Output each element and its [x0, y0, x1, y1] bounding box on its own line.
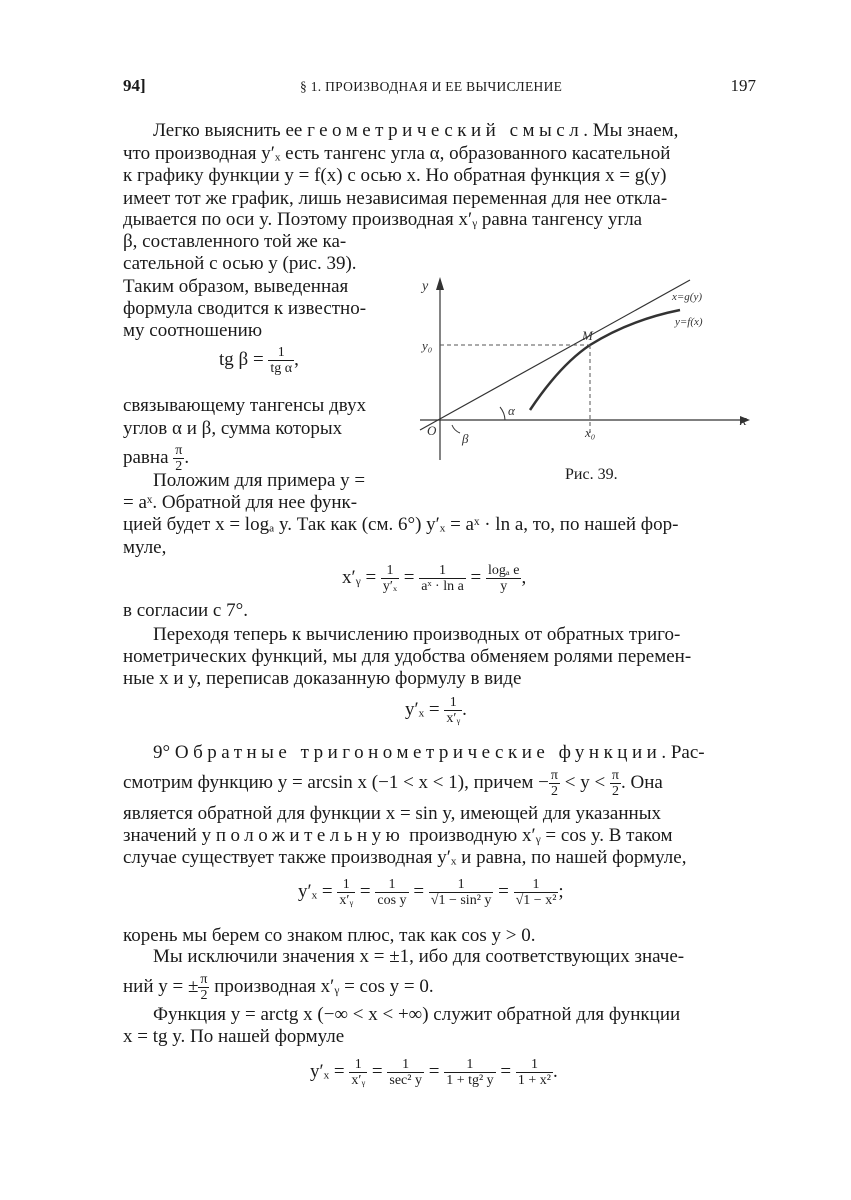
section9-line2: смотрим функцию y = arcsin x (−1 < x < 1), причем − $\frac{\pi}{2}$ < y < $\frac{\pi}{2}$ . Она: [123, 768, 663, 799]
label-inverse-function: x=g(y): [672, 291, 703, 303]
paragraph1-line7: сательной с осью y (рис. 39).: [123, 253, 357, 274]
section9-heading: 9° Обратные тригонометрические функции. Рас-: [153, 742, 705, 763]
paragraph6-line1: Функция y = arctg x (−∞ < x < +∞) служит обратной для функции: [153, 1004, 681, 1025]
paragraph3-line2: = aˣ. Обратной для нее функ-: [123, 492, 358, 513]
line-agreement: в согласии с 7°.: [123, 600, 248, 621]
figure-39: [410, 265, 755, 465]
paragraph1-line1: Легко выяснить ее геометрический смысл. Мы знаем,: [153, 120, 679, 141]
paragraph1-line8: Таким образом, выведенная: [123, 276, 349, 297]
label-alpha: α: [508, 403, 515, 418]
paragraph3-line4: муле,: [123, 537, 167, 558]
tangent-line: [420, 280, 690, 430]
label-O: O: [427, 423, 437, 438]
paragraph1-line6: β, составленного той же ка-: [123, 231, 347, 252]
formula-arcsin: y′ₓ = $\frac{1}{\text{x′ᵧ}}$ = $\frac{1}{\text{cos y}}$ = $\frac{1}{\text{√1 − sin² y}}$ = $\frac{1}{\text{√1 − x²}}$ ;: [298, 877, 564, 908]
paragraph2-line3: равна $\frac{\pi}{2}$ .: [123, 443, 190, 474]
label-function: y=f(x): [675, 316, 703, 328]
figure-caption: Рис. 39.: [565, 466, 618, 483]
section-number: 94]: [123, 76, 146, 95]
alpha-arc: [500, 407, 505, 420]
label-y-axis: y: [422, 279, 429, 294]
paragraph5-line1: Мы исключили значения x = ±1, ибо для соответствующих значе-: [153, 946, 685, 967]
running-title: § 1. ПРОИЗВОДНАЯ И ЕЕ ВЫЧИСЛЕНИЕ: [300, 79, 563, 94]
label-y0: y₀: [422, 338, 433, 353]
paragraph1-line9: формула сводится к известно-: [123, 298, 367, 319]
y-axis-arrow: [436, 277, 444, 290]
paragraph4-line2: нометрических функций, мы для удобства обменяем ролями перемен-: [123, 646, 692, 667]
paragraph6-line2: x = tg y. По нашей формуле: [123, 1026, 345, 1047]
paragraph2-line2: углов α и β, сумма которых: [123, 418, 343, 439]
paragraph4-line1: Переходя теперь к вычислению производных от обратных триго-: [153, 624, 681, 645]
paragraph2-line1: связывающему тангенсы двух: [123, 395, 367, 416]
formula-inverse: y′ₓ = $\frac{1}{\text{x′ᵧ}}$ .: [405, 695, 467, 726]
section9-line3: является обратной для функции x = sin y, имеющей для указанных: [123, 803, 661, 824]
formula-arctg: y′ₓ = $\frac{1}{\text{x′ᵧ}}$ = $\frac{1}{\text{sec² y}}$ = $\frac{1}{\text{1 + tg² y}}$ = $\frac{1}{\text{1 + x²}}$ .: [310, 1057, 558, 1088]
paragraph3-line1: Положим для примера y =: [153, 470, 366, 491]
paragraph1-line10: му соотношению: [123, 320, 263, 341]
paragraph1-line3: к графику функции y = f(x) с осью x. Но обратная функция x = g(y): [123, 165, 667, 186]
paragraph4-line3: ные x и y, переписав доказанную формулу в виде: [123, 668, 522, 689]
paragraph1-line4: имеет тот же график, лишь независимая переменная для нее откла-: [123, 188, 668, 209]
paragraph1-line2: что производная y′ₓ есть тангенс угла α, образованного касательной: [123, 143, 671, 164]
paragraph1-line5: дывается по оси y. Поэтому производная x′ᵧ равна тангенсу угла: [123, 209, 643, 230]
section9-line5: случае существует также производная y′ₓ и равна, по нашей формуле,: [123, 847, 687, 868]
curve-y-f-x: [530, 310, 680, 410]
paragraph3-line3: цией будет x = logₐ y. Так как (см. 6°) y′ₓ = aˣ · ln a, то, по нашей фор-: [123, 514, 679, 535]
label-beta: β: [462, 431, 469, 446]
formula-tg: tg β = $\frac{1}{\text{tg α}}$ ,: [219, 345, 299, 376]
label-x0: x₀: [585, 425, 596, 440]
section9-line4: значений y положительную производную x′ᵧ = cos y. В таком: [123, 825, 673, 846]
formula-log: x′ᵧ = $\frac{1}{\text{y′ₓ}}$ = $\frac{1}{\text{aˣ · ln a}}$ = $\frac{\text{logₐ e}}{y}$ ,: [342, 563, 527, 594]
line-root: корень мы берем со знаком плюс, так как cos y > 0.: [123, 925, 536, 946]
page-number: 197: [730, 76, 756, 95]
label-x-axis: x: [740, 413, 747, 429]
beta-arc: [452, 425, 460, 433]
paragraph5-line2: ний y = ± $\frac{\pi}{2}$ производная x′ᵧ = cos y = 0.: [123, 972, 434, 1003]
label-M: M: [582, 328, 593, 343]
